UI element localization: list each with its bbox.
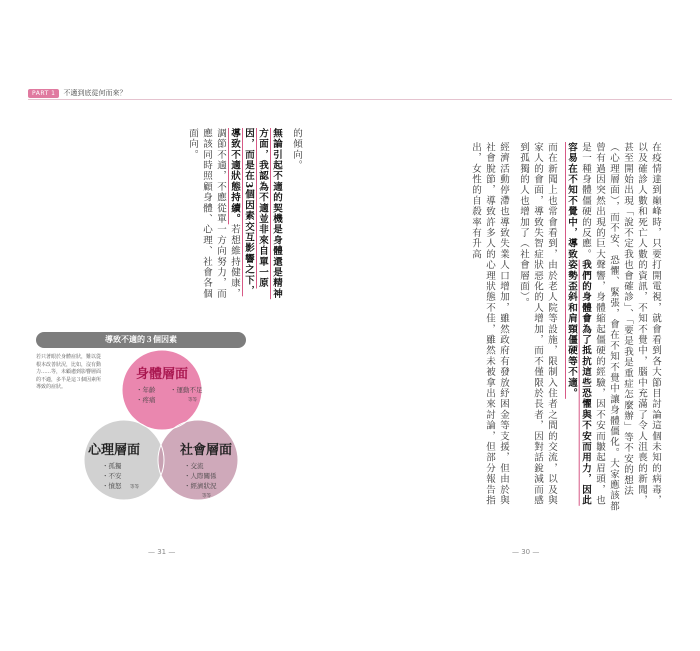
body-etc: 等等	[188, 398, 197, 403]
mind-label: 心理層面	[87, 443, 141, 458]
paragraph-continuation: 的傾向。	[291, 128, 302, 171]
right-page-text	[392, 142, 662, 514]
social-label: 社會層面	[179, 443, 233, 458]
emphasis-text: 我們的身體會為了抵抗這些恐懼與不安而用力，因此容易在不知不覺中，導致姿勢歪斜和肩頸僵硬等不適。	[566, 142, 591, 506]
paragraph-1: 在疫情達到巔峰時，只要打開電視，就會看到各大節目討論這個未知的病毒，以及確診人數和死亡人數的資訊，不知不覺中，腦中充滿了令人沮喪的新聞，甚至開始出現「說不定我也會確診」、「要是我是重症怎麼辦」等不安的想法（心理層面），而不安、恐懼、緊張，會在不知不覺中讓身體僵化。大家應該都曾有過因突然出現的巨大聲響，身體縮起僵硬的經驗，因不安而皺起眉頭，也是一種身體僵硬的反應。我們的身體會為了抵抗這些恐懼與不安而用力，因此容易在不知不覺中，導致姿勢歪斜和肩頸僵硬等不適。	[566, 142, 661, 512]
paragraph-2: 而在新聞上也常會看到，由於老人院等設施，限制入住者之間的交流，以及與家人的會面，導致失智症狀惡化的人增加，而不僅限於長者，因對話銳減而感到孤獨的人也增加了（社會層面）。	[518, 142, 557, 506]
left-page-text	[125, 128, 303, 300]
mind-item-3: ・憤怒	[102, 482, 122, 490]
diagram-title: 導致不適的３個因素	[36, 332, 246, 348]
social-item-2: ・人際關係	[184, 472, 217, 480]
body-item-1: ・年齡	[136, 386, 156, 394]
part-badge: PART 1	[28, 89, 59, 98]
three-factors-diagram	[36, 332, 246, 522]
page-number-right: — 30 —	[512, 548, 540, 556]
emphasis-text: 無論引起不適的契機是身體還是精神方面，我認為不適並非來自單一原因，而是在3個因素交互影響之下，導致不適狀態持續。	[229, 128, 282, 300]
header-rule	[28, 99, 672, 100]
mind-etc: 等等	[130, 485, 139, 490]
body-item-3: ・運動不足	[170, 386, 203, 394]
running-header	[28, 88, 126, 98]
chapter-title: 不適到底從何而來？	[63, 89, 127, 97]
body-item-2: ・疼痛	[136, 396, 156, 404]
social-etc: 等等	[202, 494, 211, 499]
mind-item-2: ・不安	[102, 472, 122, 480]
social-item-3: ・經濟狀況	[184, 482, 217, 490]
page-number-left: — 31 —	[148, 548, 176, 556]
paragraph-3: 經濟活動停滯也導致失業人口增加，雖然政府有發放紓困金等支援，但由於與社會脫節，導致許多人的心理狀態不佳，雖然未被拿出來討論，但部分報告指出，女性的自殺率有升高	[470, 142, 509, 506]
mind-item-1: ・孤獨	[102, 462, 122, 470]
body-label: 身體層面	[135, 367, 189, 382]
social-item-1: ・交流	[184, 462, 204, 470]
diagram-note: 若只著眼於身體症狀，難以從根本改善狀況，比如，沒有動力……等，未顧慮到影響層面的不適，多半是這３個因素所導致的症狀。	[36, 354, 102, 390]
paragraph-conclusion: 無論引起不適的契機是身體還是精神方面，我認為不適並非來自單一原因，而是在3個因素交互影響之下，導致不適狀態持續。若想維持健康，調節不適，不應從單一方向努力，而應該同時照顧身體、心理、社會各個面向。	[187, 128, 282, 300]
